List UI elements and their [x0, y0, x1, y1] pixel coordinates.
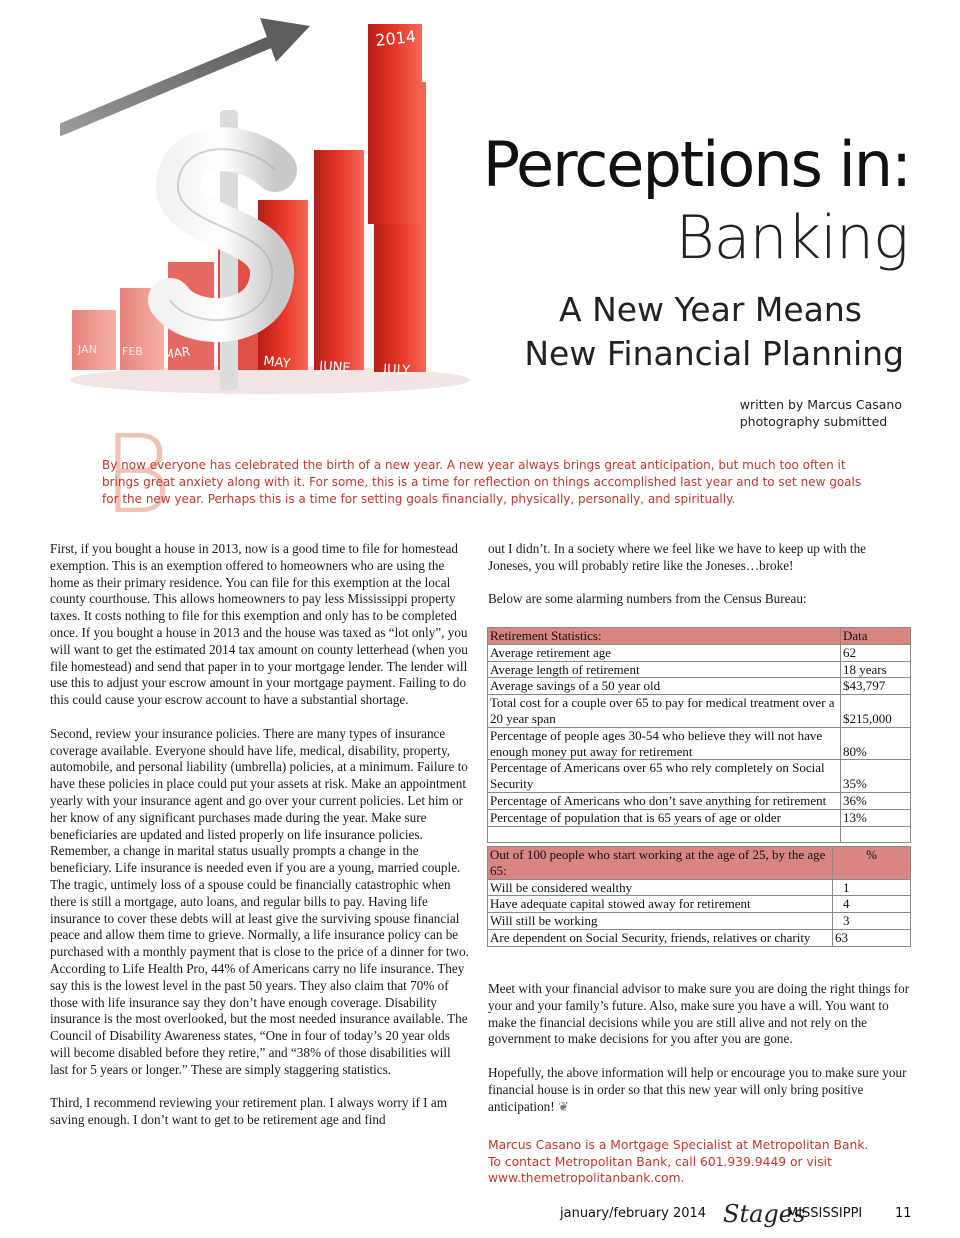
table-cell-label: Average retirement age: [488, 644, 841, 661]
table-header-row: [488, 628, 911, 645]
byline: [740, 396, 902, 430]
month-label-feb: FEB: [122, 345, 143, 358]
author-note-link[interactable]: www.themetropolitanbank.com.: [488, 1171, 685, 1186]
author-note: [488, 1137, 888, 1187]
closing-text: Hopefully, the above information will help or encourage you to make sure your financial house is in order so that this new year will only bring positive anticipation!: [488, 1064, 907, 1114]
table-cell-value: 62: [841, 644, 911, 661]
table-cell-value: 18 years: [841, 661, 911, 678]
table-cell-value: 80%: [841, 727, 911, 760]
table-header-row: [488, 847, 911, 880]
bar-jan: [72, 310, 116, 370]
table-cell-value: 13%: [841, 809, 911, 826]
table-cell-label: Percentage of population that is 65 years of age or older: [488, 809, 841, 826]
hero-illustration: [60, 10, 480, 405]
body-paragraph: Below are some alarming numbers from the Census Bureau:: [488, 591, 807, 607]
drop-cap: B: [102, 413, 173, 538]
table-cell-label: Have adequate capital stowed away for retirement: [488, 896, 833, 913]
month-label-july: JULY: [382, 362, 411, 379]
body-paragraph: out I didn’t. In a society where we feel like we have to keep up with the Joneses, you will probably retire like the Joneses…broke!: [488, 541, 867, 573]
table-row: [488, 644, 911, 661]
article-subtitle-line2: New Financial Planning: [524, 334, 904, 373]
footer-magazine-logo: Stages: [723, 1200, 806, 1228]
table-cell-value: 36%: [841, 792, 911, 809]
table-cell-value: 35%: [841, 760, 911, 793]
table-row: [488, 879, 911, 896]
retirement-statistics-table: [487, 627, 911, 843]
table-cell-value: $215,000: [841, 695, 911, 728]
table-cell-label: Are dependent on Social Security, friends, relatives or charity: [488, 929, 833, 946]
table-cell-label: Will be considered wealthy: [488, 879, 833, 896]
byline-photo: photography submitted: [739, 414, 888, 429]
fleur-ornament-icon: ❦: [557, 1098, 570, 1114]
bar-2014: [368, 24, 422, 224]
page-number: 11: [895, 1206, 912, 1221]
intro-paragraph: By now everyone has celebrated the birth of a new year. A new year always brings great anticipation, but much too often it brings great anxiety along with it. For some, this is a time for reflection on things accomplished last year and to set new goals for the new year. Perhaps this is a time for setting goals financially, physically, personally, and spiritually.: [102, 458, 862, 506]
table-header-cell: Retirement Statistics:: [488, 628, 841, 645]
body-paragraph: Third, I recommend reviewing your retirement plan. I always worry if I am saving enough. I don’t want to get to be retirement age and find: [50, 1095, 447, 1128]
table-cell-label: Average savings of a 50 year old: [488, 678, 841, 695]
hero-year-label: 2014: [374, 26, 417, 50]
table-header-cell: %: [833, 847, 911, 880]
table-cell-empty: [488, 826, 841, 842]
table-row: [488, 661, 911, 678]
footer-state: MISSISSIPPI: [787, 1206, 863, 1221]
table-row: [488, 695, 911, 728]
table-cell-label: Percentage of people ages 30-54 who believe they will not have enough money put away for retirement: [488, 727, 841, 760]
article-title-line1: Perceptions in:: [482, 128, 910, 201]
left-column: [50, 541, 472, 1146]
article-title-line2: Banking: [675, 203, 908, 273]
table-header-cell: Data: [841, 628, 911, 645]
footer-issue: january/february 2014: [560, 1206, 707, 1221]
right-column-bottom: [488, 981, 910, 1132]
table-row: [488, 913, 911, 930]
table-cell-label: Will still be working: [488, 913, 833, 930]
month-label-jan: JAN: [78, 343, 97, 356]
table-header-cell: Out of 100 people who start working at the age of 25, by the age 65:: [488, 847, 833, 880]
table-row: [488, 678, 911, 695]
body-paragraph: Meet with your financial advisor to make sure you are doing the right things for your and your family’s future. Also, make sure you have a will. You want to make the financial decisions while you are still alive and not rely on the government to make decisions for you after you are gone.: [488, 981, 910, 1047]
table-row: [488, 760, 911, 793]
article-subtitle-line1: A New Year Means: [559, 290, 862, 329]
table-cell-empty: [841, 826, 911, 842]
table-cell-value: $43,797: [841, 678, 911, 695]
table-cell-value: 4: [833, 896, 911, 913]
body-paragraph: First, if you bought a house in 2013, now is a good time to file for homestead exemption. This is an exemption offered to homeowners who are using the home as their primary residence. You can file for this exemption at the local county courthouse. This allows homeowners to pay less Mississippi property taxes. It costs nothing to file for this exemption and only has to be completed once. If you bought a house in 2013 and the house was taxed as “lot only”, you will want to get the estimated 2014 tax amount on county letterhead (when you file homestead) and send that paper in to your mortgage lender. The lender will use this to adjust your escrow amount in your mortgage payment. Failing to do this could cause your escrow account to have a substantial shortage.: [50, 541, 468, 708]
body-paragraph: Second, review your insurance policies. There are many types of insurance coverage available. Everyone should have life, medical, disability, property, automobile, and personal liability (umbrella) policies, at a minimum. Failure to have these policies in place could put your assets at risk. Make an appointment yearly with your insurance agent and go over your current policies. Let him or her know of any significant purchases made during the year. Make sure beneficiaries are updated and listed properly on life insurance policies. Remember, a change in marital status usually prompts a change in the beneficiary. Life insurance is needed even if you are a young, married couple. The tragic, untimely loss of a spouse could be financially catastrophic when there is still a mortgage, auto loans, and regular bills to pay. Having life insurance to cover these debts will at least give the surviving spouse financial peace and allow them time to grieve. Normally, a life insurance policy can be purchased with a monthly payment that is close to the price of a dinner for two. According to Life Health Pro, 44% of Americans carry no life insurance. They say this is the lowest level in the past 50 years. They also claim that 70% of those with life insurance say they don’t have enough coverage. Disability insurance is the most overlooked, but the most needed insurance available. The Council of Disability Awareness states, “One in four of today’s 20 year olds will become disabled before they retire,” and “38% of those disabilities will last for 5 years or longer.” These are simply staggering statistics.: [50, 725, 469, 1077]
table-cell-label: Percentage of Americans who don’t save anything for retirement: [488, 792, 841, 809]
table-row: [488, 809, 911, 826]
month-label-mar: MAR: [162, 344, 192, 362]
table-row: [488, 929, 911, 946]
month-label-june: JUNE: [318, 359, 351, 377]
bar-june: [314, 150, 364, 370]
body-paragraph-closing: [488, 1065, 910, 1115]
author-note-line: Marcus Casano is a Mortgage Specialist at Metropolitan Bank.: [488, 1138, 869, 1152]
trend-arrow: [60, 18, 310, 130]
table-row: [488, 792, 911, 809]
table-row-empty: [488, 826, 911, 842]
workforce-outcomes-table: [487, 846, 911, 947]
month-label-may: MAY: [262, 354, 292, 372]
table-cell-value: 1: [833, 879, 911, 896]
author-note-line: To contact Metropolitan Bank, call 601.939.9449 or visit: [488, 1154, 832, 1169]
right-column-top: [488, 541, 910, 625]
table-cell-value: 63: [833, 929, 911, 946]
table-row: [488, 896, 911, 913]
table-cell-label: Average length of retirement: [488, 661, 841, 678]
table-row: [488, 727, 911, 760]
table-cell-label: Percentage of Americans over 65 who rely completely on Social Security: [488, 760, 841, 793]
table-cell-value: 3: [833, 913, 911, 930]
byline-author: written by Marcus Casano: [739, 397, 902, 412]
page-footer: [560, 1200, 920, 1228]
table-cell-label: Total cost for a couple over 65 to pay for medical treatment over a 20 year span: [488, 695, 841, 728]
